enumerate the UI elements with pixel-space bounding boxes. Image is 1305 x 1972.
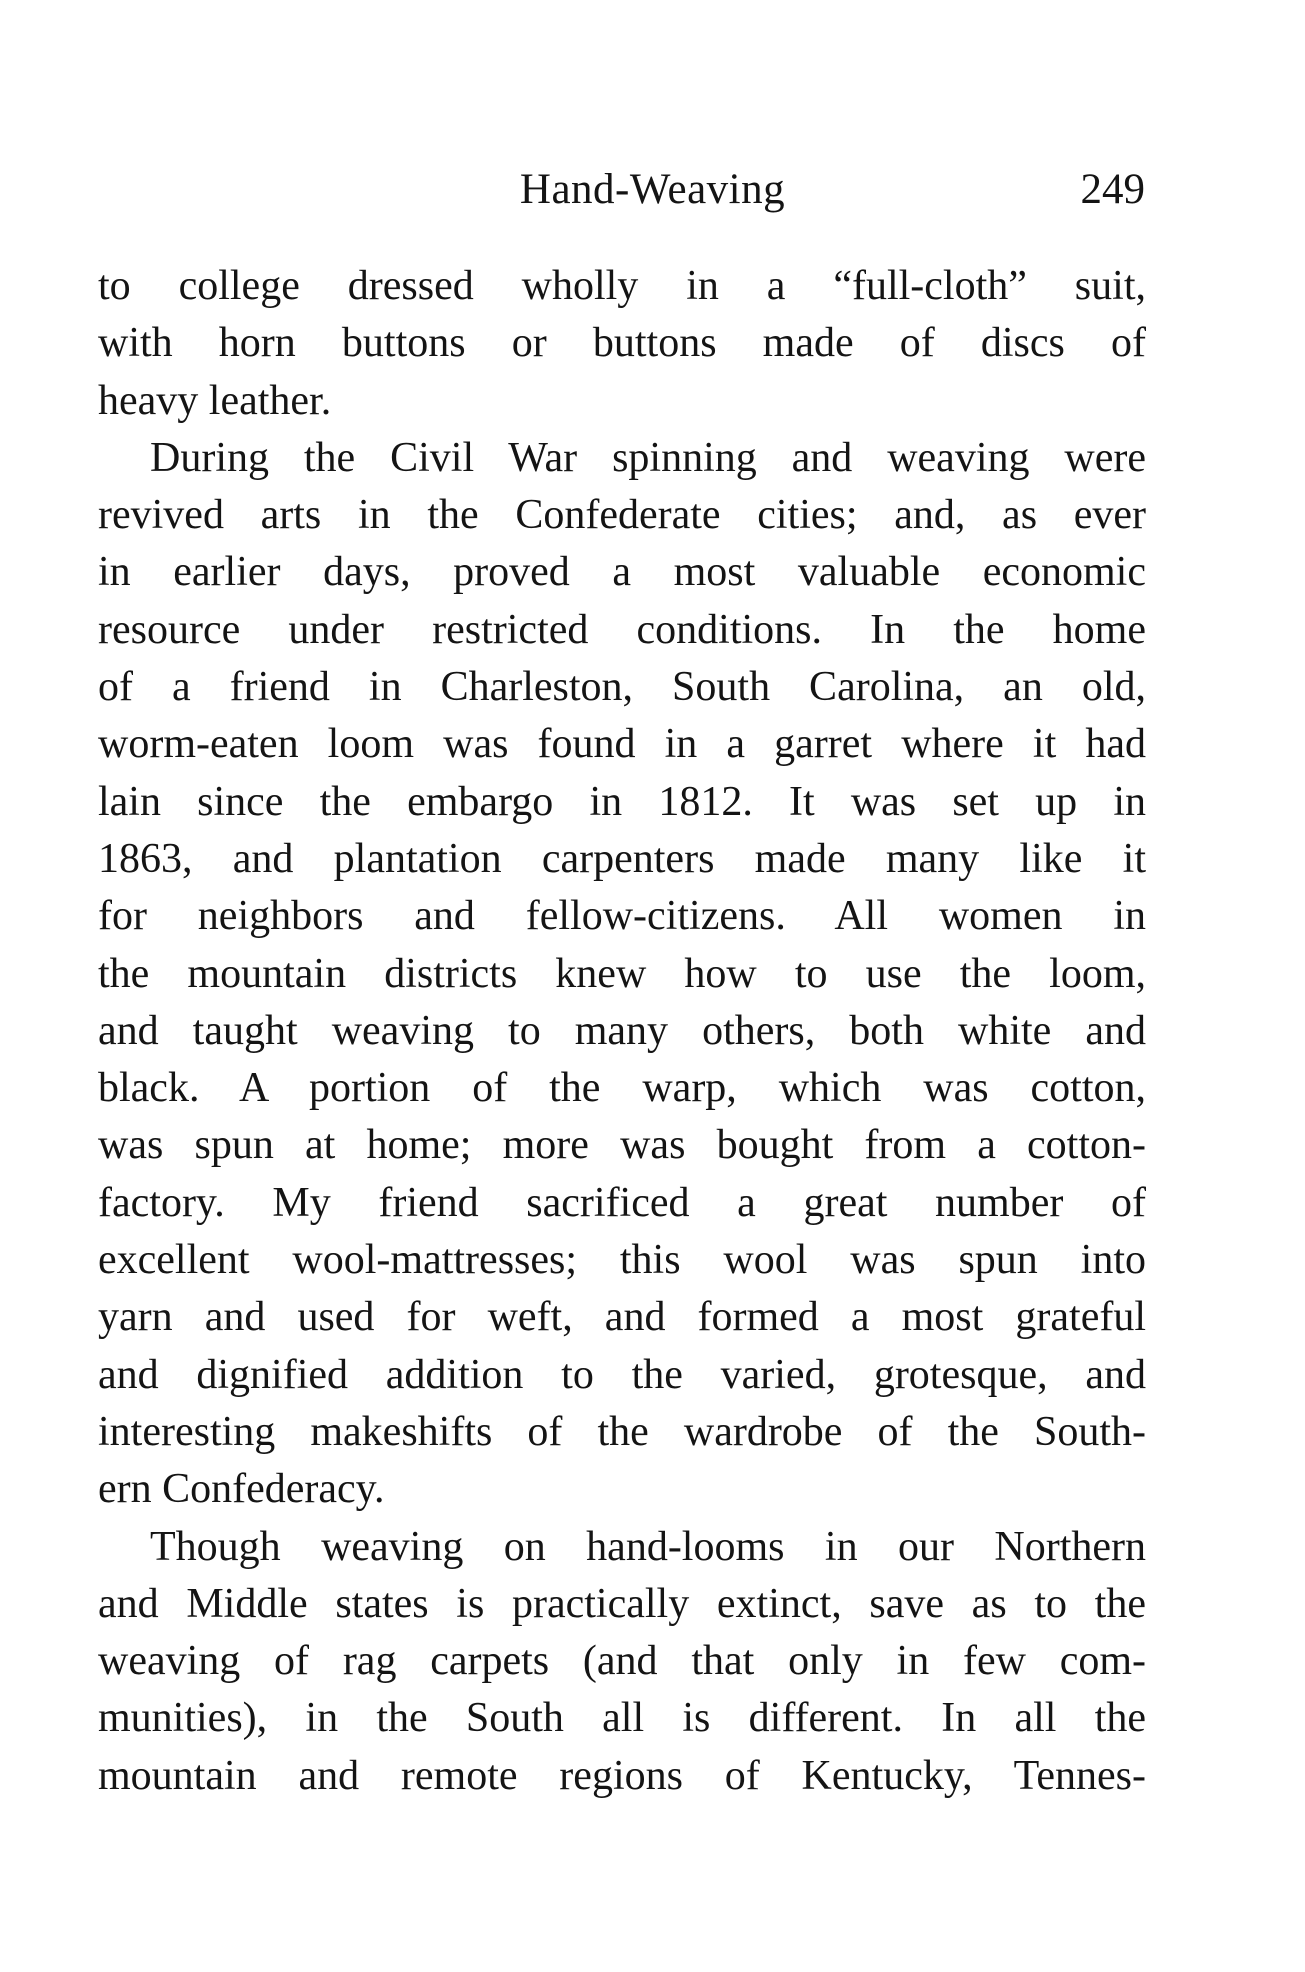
text-line: excellent wool-mattresses; this wool was spun into bbox=[98, 1237, 1146, 1284]
text-line: and dignified addition to the varied, grotesque, and bbox=[98, 1351, 1146, 1398]
text-line: worm-eaten loom was found in a garret where it had bbox=[98, 721, 1146, 768]
text-line: and Middle states is practically extinct, save as to the bbox=[98, 1580, 1146, 1627]
text-line: in earlier days, proved a most valuable economic bbox=[98, 549, 1146, 596]
text-line: weaving of rag carpets (and that only in few com- bbox=[98, 1638, 1146, 1685]
text-line: ern Confederacy. bbox=[98, 1466, 385, 1513]
text-line: During the Civil War spinning and weaving were bbox=[150, 434, 1146, 481]
running-title: Hand-Weaving bbox=[519, 166, 786, 213]
text-line: Though weaving on hand-looms in our Northern bbox=[150, 1523, 1146, 1570]
text-line: the mountain districts knew how to use the loom, bbox=[98, 950, 1146, 997]
text-line: black. A portion of the warp, which was cotton, bbox=[98, 1065, 1146, 1112]
text-line: was spun at home; more was bought from a cotton- bbox=[98, 1122, 1146, 1169]
text-line: factory. My friend sacrificed a great number of bbox=[98, 1179, 1146, 1226]
running-head bbox=[0, 160, 1305, 220]
text-line: munities), in the South all is different. In all the bbox=[98, 1695, 1146, 1742]
text-line: resource under restricted conditions. In the home bbox=[98, 606, 1146, 653]
text-line: with horn buttons or buttons made of discs of bbox=[98, 320, 1146, 367]
page-number: 249 bbox=[1080, 166, 1145, 213]
body-text bbox=[98, 258, 1146, 1805]
text-line: interesting makeshifts of the wardrobe of the South- bbox=[98, 1408, 1146, 1455]
text-line: 1863, and plantation carpenters made many like it bbox=[98, 835, 1146, 882]
text-line: mountain and remote regions of Kentucky, Tennes- bbox=[98, 1752, 1146, 1799]
text-line: heavy leather. bbox=[98, 377, 332, 424]
text-line: revived arts in the Confederate cities; and, as ever bbox=[98, 492, 1146, 539]
text-line: for neighbors and fellow-citizens. All women in bbox=[98, 893, 1146, 940]
text-line: and taught weaving to many others, both white and bbox=[98, 1007, 1146, 1054]
text-line: yarn and used for weft, and formed a most grateful bbox=[98, 1294, 1146, 1341]
text-line: of a friend in Charleston, South Carolina, an old, bbox=[98, 664, 1146, 711]
text-line: to college dressed wholly in a “full-cloth” suit, bbox=[98, 263, 1146, 309]
text-line: lain since the embargo in 1812. It was set up in bbox=[98, 778, 1146, 825]
